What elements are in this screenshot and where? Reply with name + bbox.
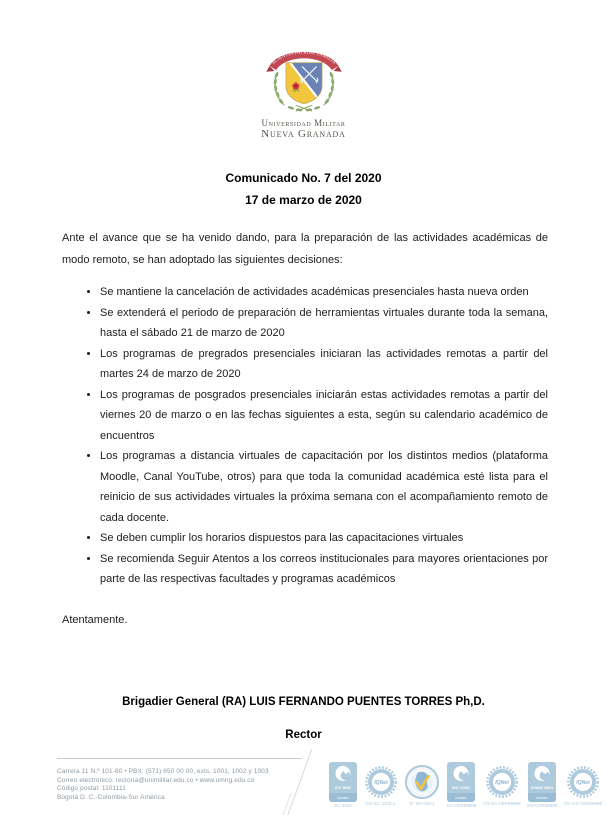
icontec-badge-icon (447, 762, 475, 802)
badge-code: CO-SA-CER99998 (482, 801, 521, 806)
svg-text:icontec: icontec (337, 796, 349, 800)
badge-code: N° GP 005-1 (409, 801, 435, 806)
closing-text: Atentamente. (62, 614, 128, 626)
iqnet-badge-icon (566, 764, 600, 800)
badge-code: CO-SC 4420-1 (365, 801, 396, 806)
institution-name-line2: Nueva Granada (261, 128, 346, 140)
footer-address-line: Carrera 11 N.º 101-80 • PBX: (571) 650 00 00, exts. 1001, 1002 y 1003 (57, 768, 269, 775)
certification-badges (329, 762, 602, 808)
iqnet-badge-icon (485, 764, 519, 800)
list-item: • Los programas de pregrados presenciales iniciaran las actividades remotas a partir del martes 24 de marzo de 2020 (100, 344, 548, 385)
badge-code: SC 4420 (334, 803, 352, 808)
list-item: • Se extenderá el periodo de preparación de herramientas virtuales durante toda la semana, hasta el sábado 21 de marzo de 2020 (100, 303, 548, 344)
list-item: • Se deben cumplir los horarios dispuestos para las capacitaciones virtuales (100, 528, 548, 549)
svg-text:icontec: icontec (455, 796, 468, 800)
svg-text:IQNet: IQNet (373, 779, 388, 786)
title-block (0, 167, 607, 211)
gp-seal-icon (404, 764, 440, 800)
certification-badge (404, 762, 440, 806)
svg-text:ISO 14001: ISO 14001 (452, 786, 471, 790)
iqnet-badge-icon (364, 764, 398, 800)
footer-contact-block (57, 768, 269, 803)
icontec-badge-icon (329, 762, 357, 802)
document-date: 17 de marzo de 2020 (245, 193, 362, 207)
svg-text:ISO 9001: ISO 9001 (334, 786, 352, 790)
footer-email-line: Correo electrónico: rectoria@unimilitar.edu.co • www.umng.edu.co (57, 776, 255, 784)
signature-title: Rector (285, 729, 322, 741)
icontec-badge-icon (528, 762, 556, 802)
svg-text:IQNet: IQNet (576, 779, 590, 786)
badge-code: OS-CER99998 (527, 803, 558, 808)
badge-code: SA-CER99998 (446, 803, 477, 808)
list-item: • Se recomienda Seguir Atentos a los correos institucionales para mayores orientaciones por parte de las respectivas facultades y programas académicos (100, 549, 548, 590)
document-title: Comunicado No. 7 del 2020 (225, 171, 382, 185)
crest-shield-icon (285, 63, 321, 104)
crest-motto: SCIENTIA PATRIAE FAMILIA (270, 49, 337, 65)
badge-code: CO-OS-CER99998 (563, 801, 602, 806)
certification-badge (483, 762, 521, 806)
certification-badge (564, 762, 602, 806)
decision-list (86, 282, 548, 590)
footer-postal-line: Código postal: 1101111 (57, 785, 126, 793)
certification-badge (364, 762, 398, 806)
list-item: • Los programas de posgrados presenciales iniciarán estas actividades remotas a partir del viernes 20 de marzo o en las fechas siguientes a esta, según su calendario académico de encuentros (100, 385, 548, 447)
list-item: • Se mantiene la cancelación de actividades académicas presenciales hasta nueva orden (100, 282, 548, 303)
institution-name-line1: Universidad Militar (261, 118, 346, 128)
list-item: • Los programas a distancia virtuales de capacitación por los distintos medios (plataforma Moodle, Canal YouTube, otros) para que toda la comunidad académica esté lista para el reinicio de sus actividades virtuales la próxima semana con el acompañamiento remoto de cada docente. (100, 446, 548, 528)
certification-badge (447, 762, 477, 808)
university-crest-icon (263, 38, 345, 117)
university-logo (0, 38, 607, 140)
footer-city-line: Bogotá D. C.-Colombia-Sur América (57, 794, 165, 802)
svg-text:icontec: icontec (536, 796, 548, 800)
signature-name: Brigadier General (RA) LUIS FERNANDO PUENTES TORRES Ph,D. (122, 696, 485, 708)
footer-divider (57, 758, 302, 759)
intro-paragraph: Ante el avance que se ha venido dando, para la preparación de las actividades académicas de modo remoto, se han adoptado las siguientes decisiones: (62, 232, 548, 266)
certification-badge (527, 762, 557, 808)
certification-badge (329, 762, 357, 808)
svg-text:IQNet: IQNet (494, 779, 509, 786)
svg-text:OHSAS 18001: OHSAS 18001 (530, 786, 554, 790)
